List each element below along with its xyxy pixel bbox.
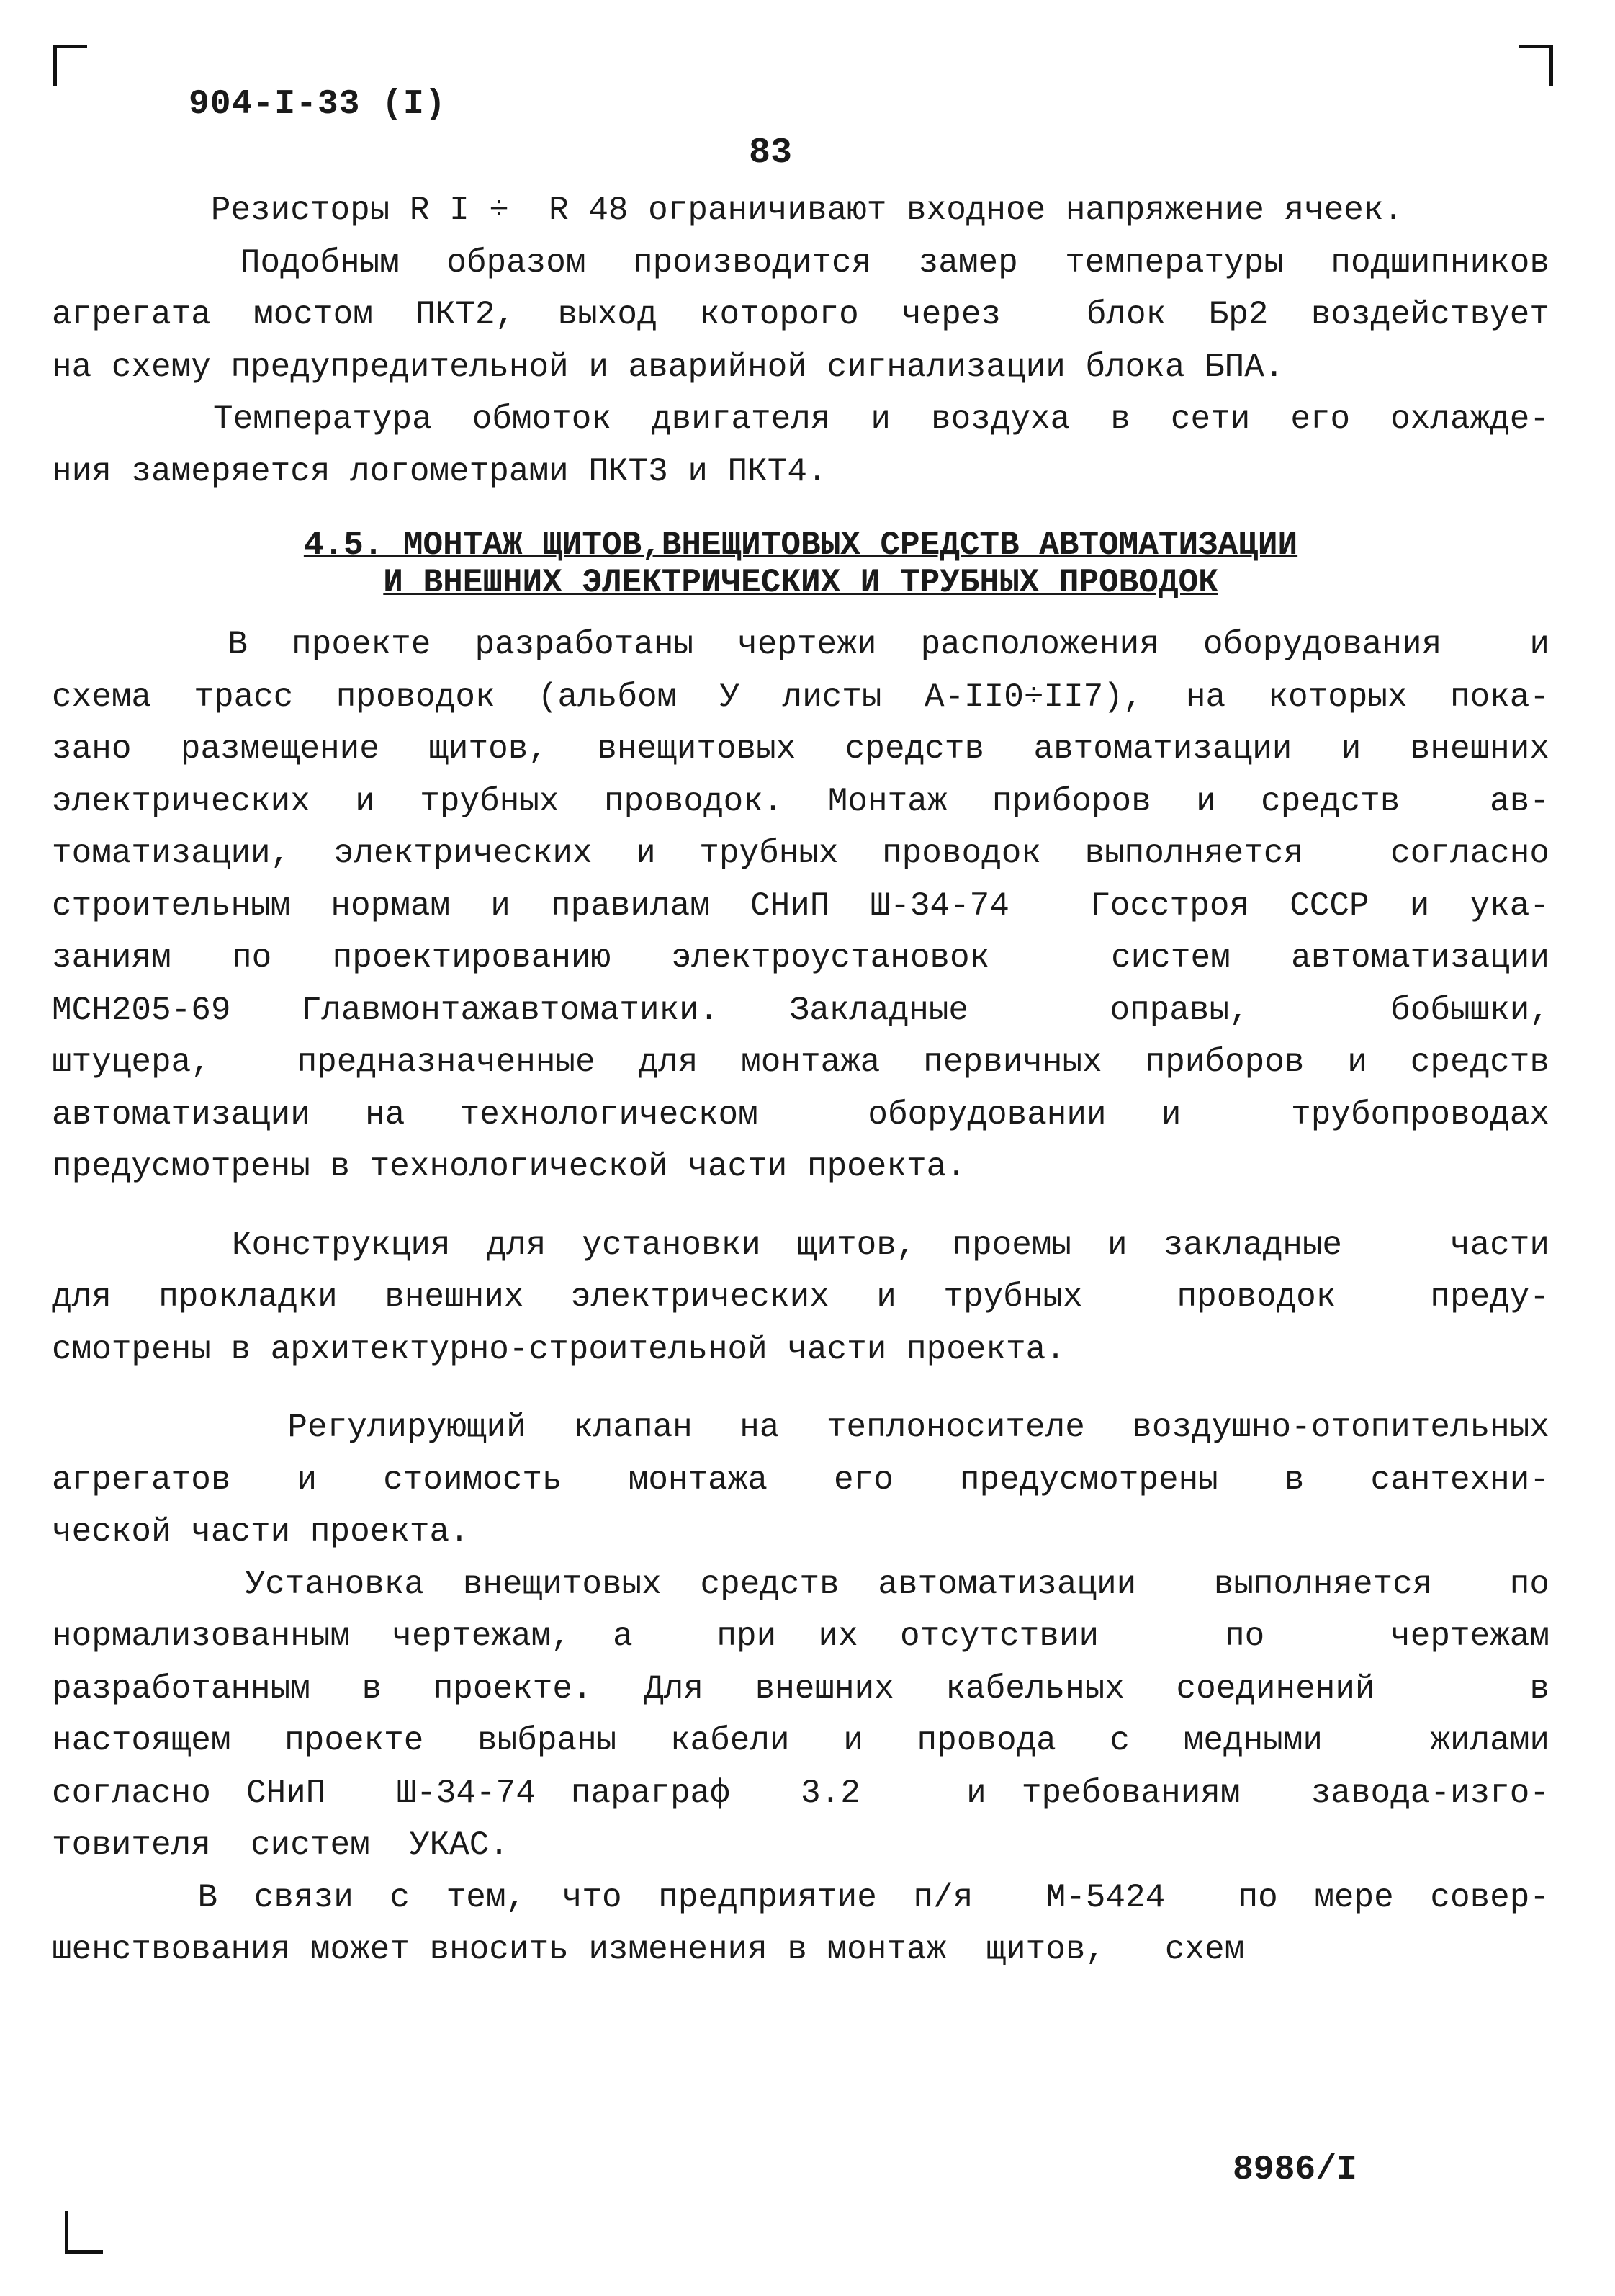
corner-mark-bottom-left xyxy=(65,2211,103,2254)
text-line: Температура обмоток двигателя и воздуха в сети его охлажде- xyxy=(52,400,1549,438)
text-line: смотрены в архитектурно-строительной части проекта. xyxy=(52,1330,1066,1368)
text-line: для прокладки внешних электрических и трубных проводок преду- xyxy=(52,1278,1549,1316)
paragraph-resistors xyxy=(52,184,1549,237)
text-line: нормализованным чертежам, а при их отсутствии по чертежам xyxy=(52,1618,1549,1655)
text-line: агрегатов и стоимость монтажа его предусмотрены в сантехни- xyxy=(52,1461,1549,1499)
text-line: автоматизации на технологическом оборудовании и трубопроводах xyxy=(52,1095,1549,1134)
text-line: агрегата мостом ПКТ2, выход которого через блок Бр2 воздействует xyxy=(52,296,1549,333)
text-line: строительным нормам и правилам СНиП Ш-34-74 Госстроя СССР и ука- xyxy=(52,887,1549,925)
body-text xyxy=(52,184,1549,1976)
text-line: предусмотрены в технологической части проекта. xyxy=(52,1148,966,1185)
paragraph-gap xyxy=(52,1376,1549,1402)
text-line: Резисторы R I ÷ R 48 ограничивают входное напряжение ячеек. xyxy=(52,192,1404,229)
text-line: на схему предупредительной и аварийной сигнализации блока БПА. xyxy=(52,348,1285,386)
paragraph-installation xyxy=(52,1559,1549,1872)
paragraph-construction xyxy=(52,1219,1549,1376)
text-line: зано размещение щитов, внещитовых средств автоматизации и внешних xyxy=(52,730,1549,768)
text-line: ния замеряется логометрами ПКТ3 и ПКТ4. xyxy=(52,452,827,490)
text-line: разработанным в проекте. Для внешних кабельных соединений в xyxy=(52,1669,1549,1708)
section-heading xyxy=(52,498,1549,619)
text-line: схема трасс проводок (альбом У листы А-II0÷II7), на которых пока- xyxy=(52,678,1549,716)
paragraph-winding-temperature xyxy=(52,393,1549,498)
text-line: Конструкция для установки щитов, проемы и закладные части xyxy=(52,1226,1549,1264)
text-line: Подобным образом производится замер температуры подшипников xyxy=(52,243,1549,282)
paragraph-enterprise xyxy=(52,1872,1549,1976)
page-number: 83 xyxy=(749,133,793,174)
section-heading-line-1: 4.5. МОНТАЖ ЩИТОВ,ВНЕЩИТОВЫХ СРЕДСТВ АВТОМАТИЗАЦИИ xyxy=(303,526,1298,564)
section-heading-line-2: И ВНЕШНИХ ЭЛЕКТРИЧЕСКИХ И ТРУБНЫХ ПРОВОДОК xyxy=(383,564,1218,601)
paragraph-gap xyxy=(52,1193,1549,1219)
corner-mark-top-right xyxy=(1519,45,1553,86)
paragraph-drawings xyxy=(52,619,1549,1193)
paragraph-bearing-temperature xyxy=(52,237,1549,394)
text-line: товителя систем УКАС. xyxy=(52,1826,509,1864)
text-line: МСН205-69 Главмонтажавтоматики. Закладные оправы, бобышки, xyxy=(52,991,1549,1029)
text-line: настоящем проекте выбраны кабели и провода с медными жилами xyxy=(52,1722,1549,1759)
text-line: томатизации, электрических и трубных проводок выполняется согласно xyxy=(52,835,1549,872)
document-code: 904-I-33 (I) xyxy=(189,85,446,124)
text-line: согласно СНиП Ш-34-74 параграф 3.2 и требованиям завода-изго- xyxy=(52,1774,1549,1812)
text-line: заниям по проектированию электроустановок систем автоматизации xyxy=(52,939,1549,977)
text-line: В проекте разработаны чертежи расположения оборудования и xyxy=(52,626,1549,663)
text-line: электрических и трубных проводок. Монтаж приборов и средств ав- xyxy=(52,782,1549,820)
corner-mark-top-left xyxy=(53,45,87,86)
text-line: шенствования может вносить изменения в монтаж щитов, схем xyxy=(52,1931,1245,1968)
text-line: Установка внещитовых средств автоматизации выполняется по xyxy=(52,1565,1549,1603)
paragraph-control-valve xyxy=(52,1402,1549,1559)
text-line: В связи с тем, что предприятие п/я М-5424 по мере совер- xyxy=(52,1878,1549,1916)
text-line: Регулирующий клапан на теплоносителе воздушно-отопительных xyxy=(52,1409,1549,1446)
reference-number: 8986/I xyxy=(1233,2151,1357,2189)
text-line: ческой части проекта. xyxy=(52,1513,469,1551)
text-line: штуцера, предназначенные для монтажа первичных приборов и средств xyxy=(52,1044,1549,1081)
